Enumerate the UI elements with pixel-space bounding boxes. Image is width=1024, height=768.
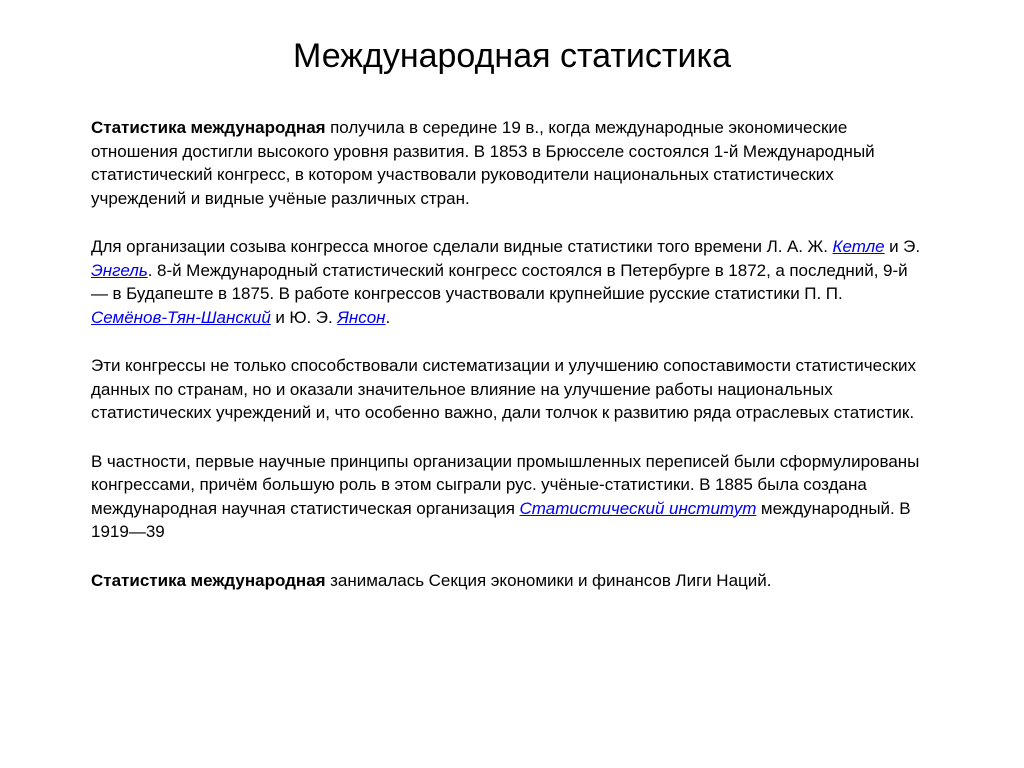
slide-title: Международная статистика xyxy=(293,37,731,75)
slide-body xyxy=(91,116,921,592)
paragraph-5 xyxy=(91,569,921,593)
paragraph-text: Эти конгрессы не только способствовали систематизации и улучшению сопоставимости статистических данных по странам, но и оказали значительное влияние на улучшение работы национальных статистических учреждений и, что особенно важно, дали толчок к развитию ряда отраслевых статистик. xyxy=(91,356,917,422)
paragraph-text: международный. В 1919—39 xyxy=(91,498,911,541)
paragraph-text: занималась Секция экономики и финансов Лиги Наций. xyxy=(325,570,772,590)
bold-term: Статистика международная xyxy=(91,570,326,590)
link-engel[interactable]: Энгель xyxy=(91,260,148,280)
link-yanson[interactable]: Янсон xyxy=(337,307,386,327)
paragraph-text: и Ю. Э. xyxy=(270,307,338,327)
paragraph-text: В частности, первые научные принципы организации промышленных переписей были сформулированы конгрессами, причём большую роль в этом сыграли рус. учёные-статистики. В 1885 была создана международная научная статистическая организация xyxy=(91,451,920,518)
bold-term: Статистика международная xyxy=(91,118,326,137)
paragraph-2 xyxy=(91,235,921,329)
paragraph-3 xyxy=(91,354,921,425)
link-semenov-tyan-shansky[interactable]: Семёнов-Тян-Шанский xyxy=(91,307,271,327)
paragraph-text: Для организации созыва конгресса многое сделали видные статистики того времени Л. А. Ж. xyxy=(91,237,833,256)
link-statistical-institute[interactable]: Статистический институт xyxy=(519,498,757,518)
paragraph-text: и Э. xyxy=(884,237,921,256)
paragraph-text: получила в середине 19 в., когда международные экономические отношения достигли высокого уровня развития. В 1853 в Брюсселе состоялся 1-й Международный статистический конгресс, в котором участвовали руководители национальных статистических учреждений и видные учёные различных стран. xyxy=(91,118,875,208)
paragraph-text: . 8-й Международный статистический конгресс состоялся в Петербурге в 1872, а последний, 9-й — в Будапеште в 1875. В работе конгрессов участвовали крупнейшие русские статистики П. П. xyxy=(91,260,908,303)
link-ketle[interactable]: Кетле xyxy=(832,237,885,256)
paragraph-text: . xyxy=(385,307,391,327)
paragraph-4 xyxy=(91,450,921,544)
paragraph-1 xyxy=(91,116,921,210)
